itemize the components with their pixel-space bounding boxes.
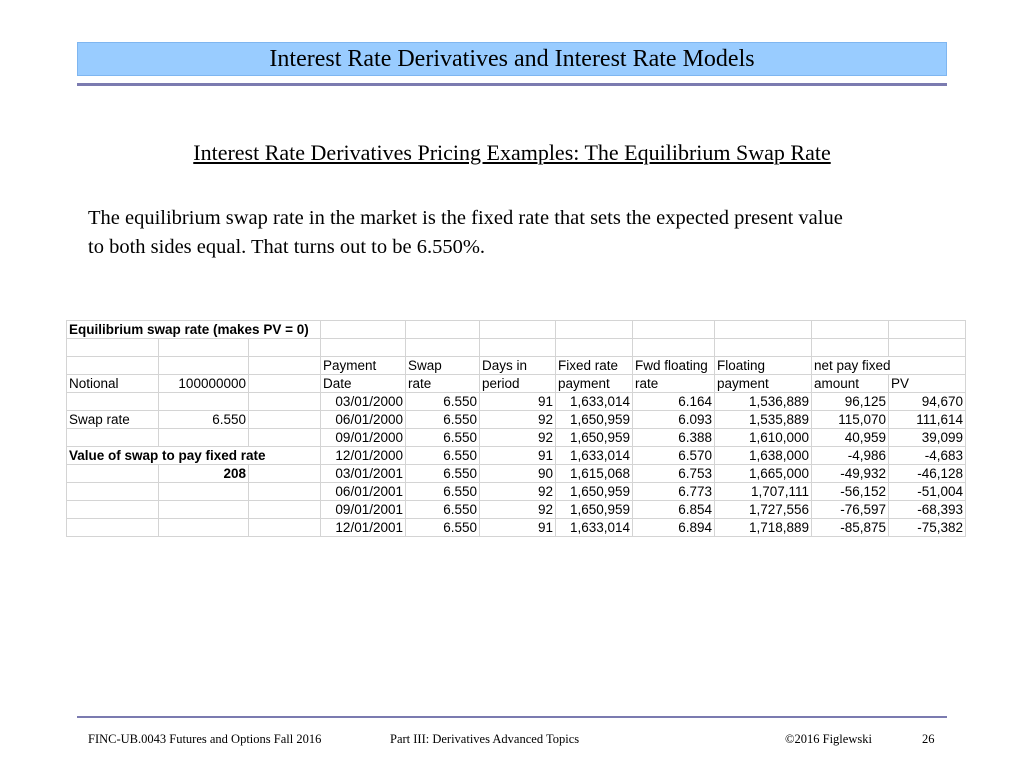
fwd-rate: 6.894 [633,519,715,537]
payment-date: 06/01/2001 [321,483,406,501]
days: 92 [480,501,556,519]
table-row [67,501,966,519]
fwd-rate: 6.570 [633,447,715,465]
payment-date: 09/01/2000 [321,429,406,447]
pv: 94,670 [889,393,966,411]
pv: 39,099 [889,429,966,447]
col-header: payment [556,375,633,393]
days: 92 [480,483,556,501]
swap-rate: 6.550 [406,429,480,447]
floating-payment: 1,727,556 [715,501,812,519]
fixed-payment: 1,650,959 [556,429,633,447]
fixed-payment: 1,615,068 [556,465,633,483]
body-paragraph [88,204,948,262]
net-amount: -56,152 [812,483,889,501]
col-header: Fixed rate [556,357,633,375]
floating-payment: 1,707,111 [715,483,812,501]
table-row [67,519,966,537]
days: 91 [480,447,556,465]
pv: -51,004 [889,483,966,501]
swap-rate: 6.550 [406,519,480,537]
slide-header-title: Interest Rate Derivatives and Interest Rate Models [269,45,755,72]
footer-copyright: ©2016 Figlewski [785,732,872,746]
days: 91 [480,519,556,537]
fwd-rate: 6.388 [633,429,715,447]
net-amount: -76,597 [812,501,889,519]
slide-subtitle-container [0,140,1024,166]
fwd-rate: 6.093 [633,411,715,429]
header-row-top [67,357,966,375]
fixed-payment: 1,633,014 [556,447,633,465]
net-amount: 115,070 [812,411,889,429]
floating-payment: 1,610,000 [715,429,812,447]
col-header: rate [633,375,715,393]
net-amount: 96,125 [812,393,889,411]
fwd-rate: 6.753 [633,465,715,483]
fixed-payment: 1,633,014 [556,393,633,411]
net-amount: -85,875 [812,519,889,537]
footer-page-number: 26 [922,732,935,746]
pv: -75,382 [889,519,966,537]
notional-label: Notional [67,375,159,393]
slide-subtitle: Interest Rate Derivatives Pricing Examples: The Equilibrium Swap Rate [193,140,831,165]
swap-rate: 6.550 [406,393,480,411]
notional-value: 100000000 [159,375,249,393]
net-amount: -49,932 [812,465,889,483]
sheet-title-row [67,321,966,339]
value-of-swap-amount: 208 [159,465,249,483]
floating-payment: 1,638,000 [715,447,812,465]
floating-payment: 1,536,889 [715,393,812,411]
col-header: PV [889,375,966,393]
header-row-bottom [67,375,966,393]
swap-rate: 6.550 [406,447,480,465]
fwd-rate: 6.164 [633,393,715,411]
table-row [67,447,966,465]
swap-rate: 6.550 [406,501,480,519]
payment-date: 09/01/2001 [321,501,406,519]
payment-date: 12/01/2000 [321,447,406,465]
col-header: Payment [321,357,406,375]
swap-rate: 6.550 [406,411,480,429]
col-header: payment [715,375,812,393]
table-row [67,393,966,411]
table-row [67,411,966,429]
swap-rate-label: Swap rate [67,411,159,429]
col-header: Date [321,375,406,393]
fwd-rate: 6.773 [633,483,715,501]
sheet-title: Equilibrium swap rate (makes PV = 0) [67,321,321,339]
body-line-1: The equilibrium swap rate in the market is the fixed rate that sets the expected present value [88,207,843,229]
days: 92 [480,429,556,447]
col-header: Fwd floating [633,357,715,375]
pv: -46,128 [889,465,966,483]
body-line-2: to both sides equal. That turns out to be 6.550%. [88,236,486,258]
col-header: amount [812,375,889,393]
net-amount: 40,959 [812,429,889,447]
payment-date: 03/01/2000 [321,393,406,411]
col-header: rate [406,375,480,393]
col-header: Days in [480,357,556,375]
header-divider [77,83,947,86]
pv: 111,614 [889,411,966,429]
table-row [67,429,966,447]
fixed-payment: 1,633,014 [556,519,633,537]
net-amount: -4,986 [812,447,889,465]
payment-date: 03/01/2001 [321,465,406,483]
floating-payment: 1,718,889 [715,519,812,537]
fixed-payment: 1,650,959 [556,411,633,429]
table-row [67,483,966,501]
col-header: Swap [406,357,480,375]
table-row [67,465,966,483]
swap-rate: 6.550 [406,483,480,501]
col-header: net pay fixed [812,357,966,375]
pv: -68,393 [889,501,966,519]
days: 92 [480,411,556,429]
sheet-blank-row [67,339,966,357]
swap-spreadsheet [66,320,966,537]
value-of-swap-label: Value of swap to pay fixed rate [67,447,321,465]
col-header: Floating [715,357,812,375]
floating-payment: 1,665,000 [715,465,812,483]
fwd-rate: 6.854 [633,501,715,519]
swap-rate-value: 6.550 [159,411,249,429]
payment-date: 12/01/2001 [321,519,406,537]
days: 91 [480,393,556,411]
col-header: period [480,375,556,393]
floating-payment: 1,535,889 [715,411,812,429]
fixed-payment: 1,650,959 [556,483,633,501]
footer-course: FINC-UB.0043 Futures and Options Fall 2016 [88,732,322,746]
footer-part: Part III: Derivatives Advanced Topics [390,732,580,746]
payment-date: 06/01/2000 [321,411,406,429]
pv: -4,683 [889,447,966,465]
header-bar [77,42,947,76]
days: 90 [480,465,556,483]
fixed-payment: 1,650,959 [556,501,633,519]
footer-divider [77,716,947,718]
swap-rate: 6.550 [406,465,480,483]
